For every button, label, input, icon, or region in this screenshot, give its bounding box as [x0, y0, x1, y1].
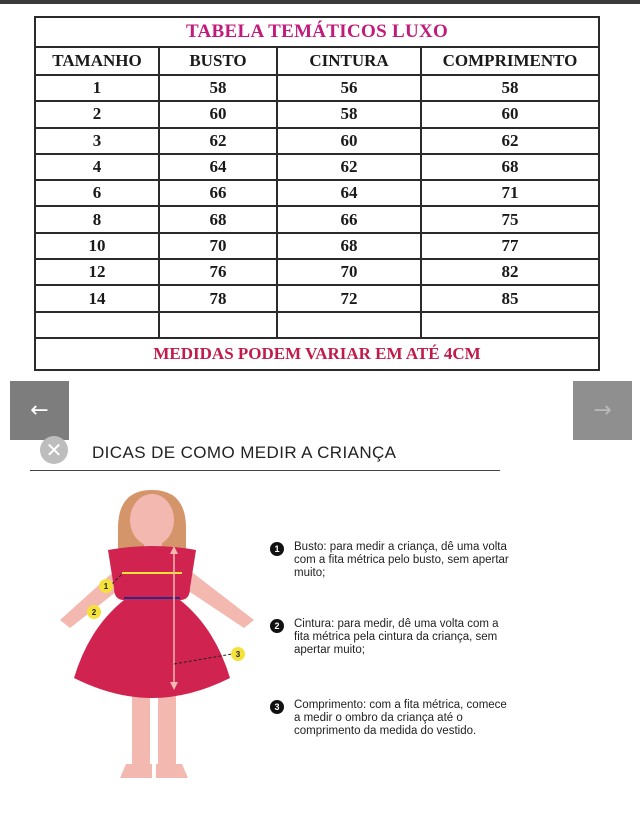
cell-busto: 76 [159, 259, 277, 285]
tips-divider [30, 470, 500, 471]
table-row [35, 206, 599, 232]
empty-cell [277, 312, 421, 338]
tip-number-icon: 3 [270, 700, 284, 714]
cell-tamanho: 3 [35, 128, 159, 154]
header-comprimento: COMPRIMENTO [421, 47, 599, 75]
table-row [35, 128, 599, 154]
cell-cintura: 60 [277, 128, 421, 154]
tip-length-text: Comprimento: com a fita métrica, comece a medir o ombro da criança até o comprimento da medida do vestido. [294, 699, 507, 737]
tip-waist-text: Cintura: para medir, dê uma volta com a fita métrica pela cintura da criança, sem apertar muito; [294, 618, 499, 656]
cell-comprimento: 75 [421, 206, 599, 232]
cell-busto: 62 [159, 128, 277, 154]
face-icon [130, 494, 174, 546]
cell-tamanho: 8 [35, 206, 159, 232]
cell-cintura: 68 [277, 233, 421, 259]
top-rule [0, 0, 640, 4]
cell-busto: 66 [159, 180, 277, 206]
cell-comprimento: 82 [421, 259, 599, 285]
cell-tamanho: 14 [35, 285, 159, 311]
cell-cintura: 58 [277, 101, 421, 127]
cell-cintura: 56 [277, 75, 421, 101]
tip-number-icon: 1 [270, 542, 284, 556]
cell-busto: 70 [159, 233, 277, 259]
size-table [34, 16, 600, 371]
child-dress-illustration [40, 488, 270, 788]
table-row [35, 285, 599, 311]
table-empty-row [35, 312, 599, 338]
table-row [35, 259, 599, 285]
cell-comprimento: 85 [421, 285, 599, 311]
tip-length [270, 699, 510, 738]
empty-cell [35, 312, 159, 338]
tips-title: DICAS DE COMO MEDIR A CRIANÇA [92, 443, 397, 462]
cell-cintura: 64 [277, 180, 421, 206]
cell-cintura: 72 [277, 285, 421, 311]
table-header-row [35, 47, 599, 75]
close-button[interactable] [40, 436, 68, 464]
marker-3-label: 3 [235, 650, 241, 659]
marker-2-label: 2 [91, 608, 97, 617]
empty-cell [421, 312, 599, 338]
cell-tamanho: 10 [35, 233, 159, 259]
carousel-next-button[interactable] [573, 381, 632, 440]
table-row [35, 233, 599, 259]
cell-busto: 58 [159, 75, 277, 101]
table-title-row [35, 17, 599, 47]
cell-tamanho: 4 [35, 154, 159, 180]
header-tamanho: TAMANHO [35, 47, 159, 75]
cell-tamanho: 2 [35, 101, 159, 127]
right-leg-icon [158, 688, 176, 768]
cell-tamanho: 6 [35, 180, 159, 206]
left-leg-icon [132, 688, 150, 768]
cell-comprimento: 77 [421, 233, 599, 259]
table-title: TABELA TEMÁTICOS LUXO [35, 17, 599, 47]
empty-cell [159, 312, 277, 338]
cell-tamanho: 1 [35, 75, 159, 101]
cell-comprimento: 68 [421, 154, 599, 180]
carousel-prev-button[interactable] [10, 381, 69, 440]
tip-bust [270, 541, 510, 580]
cell-cintura: 62 [277, 154, 421, 180]
cell-cintura: 66 [277, 206, 421, 232]
variation-note: MEDIDAS PODEM VARIAR EM ATÉ 4CM [35, 338, 599, 370]
table-row [35, 75, 599, 101]
tip-bust-text: Busto: para medir a criança, dê uma volta com a fita métrica pelo busto, sem apertar muito; [294, 541, 509, 579]
table-row [35, 180, 599, 206]
cell-comprimento: 71 [421, 180, 599, 206]
size-chart [34, 16, 598, 371]
tip-waist [270, 618, 510, 657]
cell-comprimento: 60 [421, 101, 599, 127]
header-busto: BUSTO [159, 47, 277, 75]
arrow-right-icon: → [593, 398, 612, 423]
cell-busto: 64 [159, 154, 277, 180]
cell-busto: 78 [159, 285, 277, 311]
close-icon: ✕ [45, 438, 63, 462]
table-body [35, 75, 599, 312]
cell-cintura: 70 [277, 259, 421, 285]
cell-comprimento: 58 [421, 75, 599, 101]
right-foot-icon [156, 764, 188, 778]
header-cintura: CINTURA [277, 47, 421, 75]
cell-tamanho: 12 [35, 259, 159, 285]
dress-icon [74, 546, 230, 698]
cell-comprimento: 62 [421, 128, 599, 154]
tip-number-icon: 2 [270, 619, 284, 633]
table-note-row [35, 338, 599, 370]
marker-1-label: 1 [103, 582, 109, 591]
arrow-left-icon: ← [30, 398, 49, 423]
left-foot-icon [120, 764, 152, 778]
table-row [35, 154, 599, 180]
cell-busto: 60 [159, 101, 277, 127]
cell-busto: 68 [159, 206, 277, 232]
table-row [35, 101, 599, 127]
